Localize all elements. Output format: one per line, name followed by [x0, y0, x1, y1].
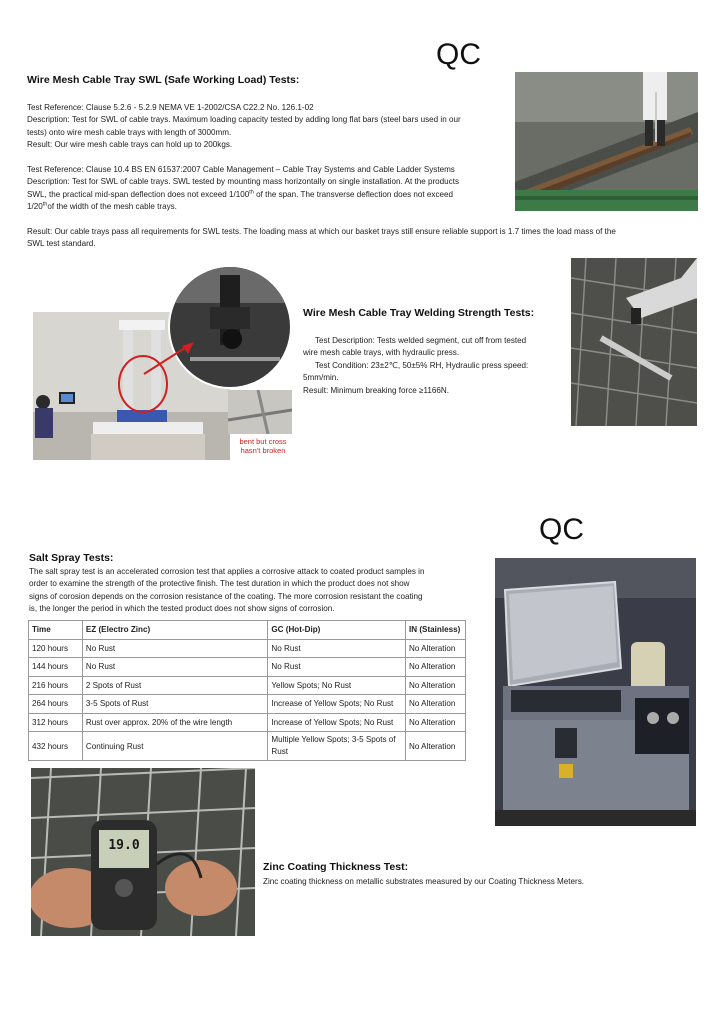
table-cell: Rust over approx. 20% of the wire length [82, 713, 267, 732]
table-cell: No Rust [268, 639, 406, 658]
table-cell: Continuing Rust [82, 732, 267, 761]
welding-text-block [303, 335, 563, 397]
table-cell: 2 Spots of Rust [82, 676, 267, 695]
table-cell: No Rust [268, 658, 406, 677]
welding-cond-line2: 5mm/min. [303, 373, 339, 383]
welding-result: Result: Minimum breaking force ≥1166N. [303, 385, 449, 395]
table-cell: 432 hours [29, 732, 83, 761]
table-cell: No Alteration [406, 639, 466, 658]
table-cell: 264 hours [29, 695, 83, 714]
table-cell: Increase of Yellow Spots; No Rust [268, 713, 406, 732]
arrow-icon [140, 340, 200, 380]
table-header: EZ (Electro Zinc) [82, 621, 267, 640]
table-cell: Multiple Yellow Spots; 3-5 Spots of Rust [268, 732, 406, 761]
table-cell: 216 hours [29, 676, 83, 695]
table-cell: No Alteration [406, 695, 466, 714]
table-cell: 144 hours [29, 658, 83, 677]
meter-display-reading: 19.0 [108, 838, 140, 853]
table-cell: 120 hours [29, 639, 83, 658]
swl-text-block [27, 102, 507, 214]
welding-desc-line1: Test Description: Tests welded segment, cut off from tested [315, 336, 527, 345]
swl-desc1-line1: Description: Test for SWL of cable trays. Maximum loading capacity tested by adding long flat bars (steel bars used in our [27, 115, 461, 125]
table-cell: No Alteration [406, 732, 466, 761]
table-header: IN (Stainless) [406, 621, 466, 640]
swl-desc2-line3: 1/20thof the width of the mesh cable trays. [27, 201, 177, 212]
welding-cond-line1: Test Condition: 23±2℃, 50±5% RH, Hydraulic press speed: [315, 360, 529, 370]
table-cell: No Rust [82, 658, 267, 677]
table-cell: 3-5 Spots of Rust [82, 695, 267, 714]
table-row [29, 639, 466, 658]
table-header: Time [29, 621, 83, 640]
swl-result1: Result: Our wire mesh cable trays can hold up to 200kgs. [27, 140, 233, 150]
bent-wire-photo [228, 390, 292, 434]
welding-title: Wire Mesh Cable Tray Welding Strength Tests: [303, 307, 535, 319]
table-row [29, 676, 466, 695]
welding-desc-line2: wire mesh cable trays, with hydraulic press. [303, 348, 460, 358]
table-row [29, 658, 466, 677]
table-row [29, 732, 466, 761]
table-cell: Yellow Spots; No Rust [268, 676, 406, 695]
salt-spray-chamber-photo [495, 558, 696, 826]
swl-ref2: Test Reference: Clause 10.4 BS EN 61537:2007 Cable Management – Cable Tray Systems and Cable Ladder Systems [27, 165, 455, 175]
swl-desc1-line2: tests) onto wire mesh cable trays with length of 3000mm. [27, 127, 232, 137]
table-cell: 312 hours [29, 713, 83, 732]
swl-desc2-line2: SWL, the practical mid-span deflection does not exceed 1/100th of the span. The transverse deflection does not exceed [27, 189, 454, 199]
qc-label: QC [436, 38, 481, 71]
table-header-row [29, 621, 466, 640]
table-cell: No Alteration [406, 658, 466, 677]
zinc-title: Zinc Coating Thickness Test: [263, 861, 409, 873]
salt-spray-table [28, 620, 466, 761]
salt-desc: The salt spray test is an accelerated corrosion test that applies a corrosive attack to coated product samples in order to examine the strength of the protective finish. The test duration in which the product does not show signs of corosion depends on the corrosion resistance of the coating. The more corrosion resistant the coating is, the longer the period in which the tested product does not show signs of corrosion. [29, 567, 425, 614]
table-row [29, 695, 466, 714]
table-cell: Increase of Yellow Spots; No Rust [268, 695, 406, 714]
table-row [29, 713, 466, 732]
weld-press-photo [571, 258, 697, 426]
swl-result2: Result: Our cable trays pass all requirements for SWL tests. The loading mass at which our basket trays still ensure reliable support is 1.7 times the load mass of the SWL test standard. [27, 227, 616, 249]
salt-title: Salt Spray Tests: [29, 552, 114, 564]
table-header: GC (Hot-Dip) [268, 621, 406, 640]
swl-ref1: Test Reference: Clause 5.2.6 - 5.2.9 NEMA VE 1-2002/CSA C22.2 No. 126.1-02 [27, 103, 314, 112]
swl-desc2-line1: Description: Test for SWL of cable trays. SWL tested by mounting mass horizontally on single installation. At the products [27, 177, 460, 187]
swl-test-photo [515, 72, 698, 211]
zinc-desc: Zinc coating thickness on metallic substrates measured by our Coating Thickness Meters. [263, 877, 585, 886]
table-cell: No Alteration [406, 713, 466, 732]
table-cell: No Rust [82, 639, 267, 658]
qc-label: QC [539, 513, 584, 546]
swl-title: Wire Mesh Cable Tray SWL (Safe Working Load) Tests: [27, 74, 300, 86]
table-cell: No Alteration [406, 676, 466, 695]
welding-annotation: bent but cross hasn't broken [239, 437, 287, 455]
